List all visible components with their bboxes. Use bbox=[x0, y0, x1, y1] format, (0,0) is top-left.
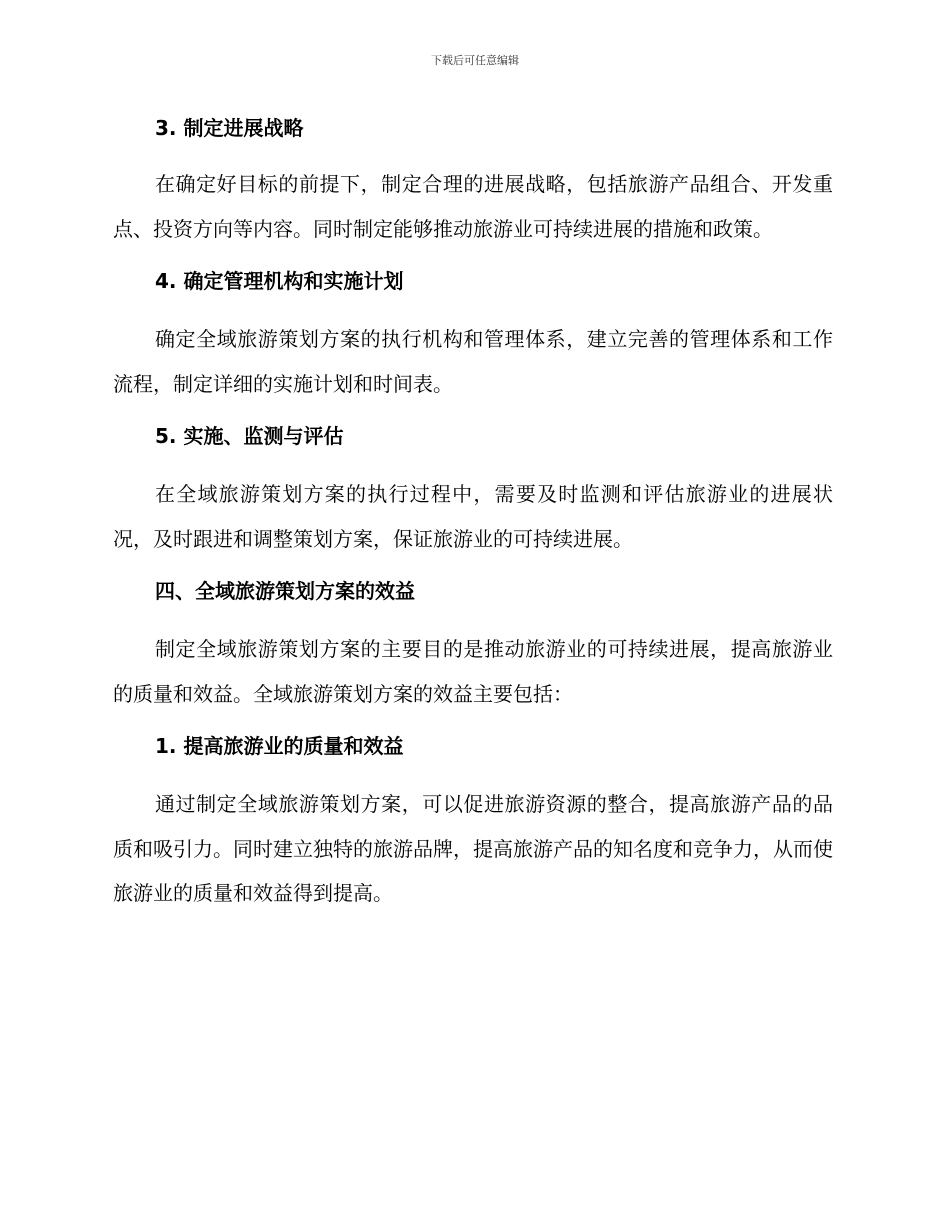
section-paragraph-4: 确定全域旅游策划方案的执行机构和管理体系，建立完善的管理体系和工作流程，制定详细的实施计划和时间表。 bbox=[113, 327, 833, 396]
section-heading-3: 3. 制定进展战略 bbox=[155, 116, 304, 140]
chapter-paragraph-4: 制定全域旅游策划方案的主要目的是推动旅游业的可持续进展，提高旅游业的质量和效益。全域旅游策划方案的效益主要包括： bbox=[113, 637, 833, 706]
section-paragraph-3: 在确定好目标的前提下，制定合理的进展战略，包括旅游产品组合、开发重点、投资方向等内容。同时制定能够推动旅游业可持续进展的措施和政策。 bbox=[113, 172, 833, 241]
page-header-note: 下载后可任意编辑 bbox=[431, 54, 519, 67]
section-heading-4: 4. 确定管理机构和实施计划 bbox=[155, 269, 404, 293]
chapter-heading-4: 四、全域旅游策划方案的效益 bbox=[155, 579, 415, 603]
document-body bbox=[113, 112, 833, 916]
subsection-heading-4-1: 1. 提高旅游业的质量和效益 bbox=[155, 734, 404, 758]
subsection-paragraph-4-1: 通过制定全域旅游策划方案，可以促进旅游资源的整合，提高旅游产品的品质和吸引力。同时建立独特的旅游品牌，提高旅游产品的知名度和竞争力，从而使旅游业的质量和效益得到提高。 bbox=[113, 792, 833, 905]
section-heading-5: 5. 实施、监测与评估 bbox=[155, 424, 344, 448]
section-paragraph-5: 在全域旅游策划方案的执行过程中，需要及时监测和评估旅游业的进展状况，及时跟进和调整策划方案，保证旅游业的可持续进展。 bbox=[113, 482, 833, 551]
